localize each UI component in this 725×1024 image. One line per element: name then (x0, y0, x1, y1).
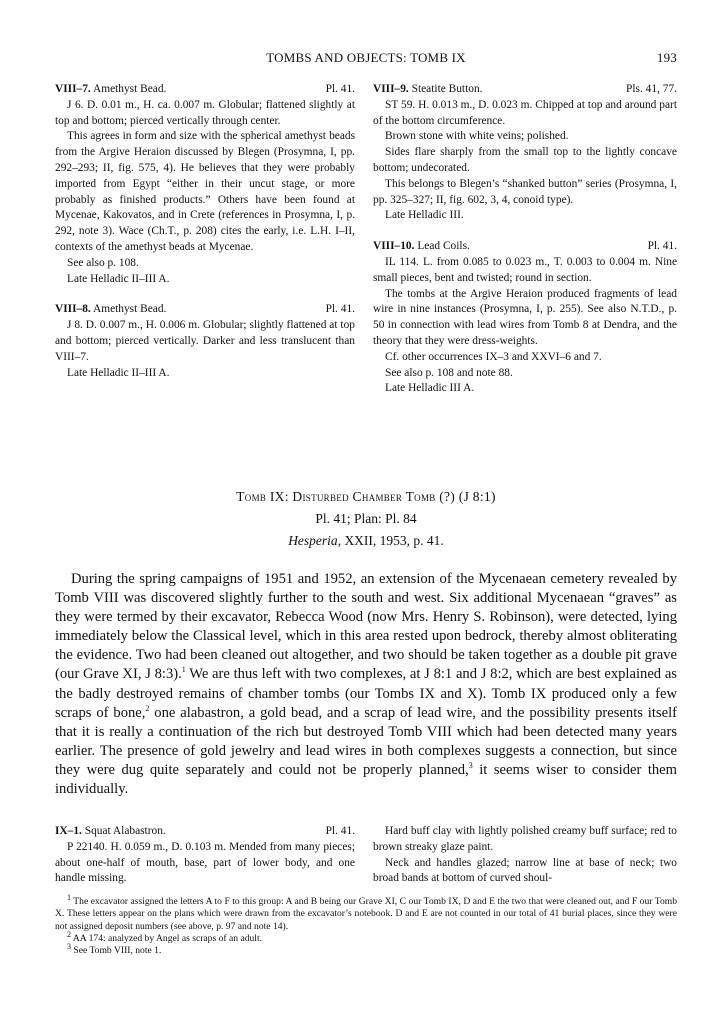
entry-name: Amethyst Bead. (92, 83, 167, 95)
entry-name: Steatite Button. (411, 83, 483, 95)
entry-name: Squat Alabastron. (84, 825, 166, 837)
entry-paragraph: Neck and handles glazed; narrow line at base of neck; two broad bands at bottom of curved shoul- (373, 856, 677, 885)
footnote-text: See Tomb VIII, note 1. (71, 945, 162, 957)
entry-plate: Pls. 41, 77. (626, 83, 677, 95)
running-title: TOMBS AND OBJECTS: TOMB IX (266, 50, 466, 65)
entry-paragraph: J 6. D. 0.01 m., H. ca. 0.007 m. Globular; flattened slightly at top and bottom; pierced vertically through center. (55, 98, 355, 127)
body-text: During the spring campaigns of 1951 and 1952, an extension of the Mycenaean cemetery revealed by Tomb VIII was discovered slightly further to the south and west. Six additional Mycenaean “graves” as they were termed by their excavator, Rebecca Wood (now Mrs. Henry S. Robinson), were detected, lying immediately below the Classical level, which in this area rested upon bedrock, thereby almost obliterating the evidence. Two had been cleaned out altogether, and two should be taken together as a double pit grave (our Grave XI, J 8:3). (55, 571, 677, 683)
footnote-3 (55, 942, 677, 957)
right-column (373, 82, 677, 412)
footnote-1 (55, 892, 677, 933)
entry-ix-1-left (55, 824, 355, 887)
entry-paragraph: ST 59. H. 0.013 m., D. 0.023 m. Chipped at top and around part of the bottom circumference. (373, 98, 677, 127)
entry-viii-8 (55, 302, 355, 381)
section-heading-block (55, 486, 677, 552)
entry-heading (373, 82, 677, 98)
entry-viii-9 (373, 82, 677, 224)
footnote-text: AA 174: analyzed by Angel as scraps of an adult. (71, 932, 263, 944)
entry-heading (55, 302, 355, 318)
body-text: one alabastron, a gold bead, and a scrap of lead wire, and the possibility presents itself that it is really a continuation of the rich but destroyed Tomb VIII which had been detected many years earlier. The presence of gold jewelry and lead wires in both complexes suggests a connection, but since they were dug quite separately and could not be properly planned, (55, 704, 677, 778)
entry-dating: Late Helladic III A. (385, 382, 475, 395)
footnotes (55, 892, 677, 957)
entry-paragraph: This agrees in form and size with the spherical amethyst beads from the Argive Heraion discussed by Blegen (Prosymna, I, pp. 292–293; II, fig. 575, 4). He believes that they were probably imported from Egypt “either in their uncut stage, or more probably as finished products.” Others have been found at Mycenae, Kakovatos, and in Crete (references in Prosymna, I, p. 292, note 3). Wace (Ch.T., p. 208) cites the early, i.e. L.H. I–II, contexts of the amethyst beads at Mycenae. (55, 130, 355, 253)
page-number: 193 (656, 50, 677, 65)
footnote-text: The excavator assigned the letters A to F to this group: A and B being our Grave XI, C our Tomb IX, D and E the two that were cleaned out, and F our Tomb X. These letters appear on the plans which were drawn from the excavator’s notebook. D and E are not counted in our total of 41 burial places, since they were not assigned deposit numbers (see above, p. 97 and note 14). (55, 896, 677, 932)
footnote-number: 2 (67, 929, 71, 939)
entry-id: VIII–9. (373, 83, 409, 95)
entry-viii-7 (55, 82, 355, 287)
entry-paragraph: The tombs at the Argive Heraion produced fragments of lead wire in nine instances (Prosymna, I, p. 255). See also N.T.D., p. 50 in connection with lead wires from Tomb 8 at Dendra, and the theory that they were dress-weights. (373, 287, 677, 347)
entry-heading (55, 82, 355, 98)
entry-paragraph: See also p. 108. (67, 256, 139, 269)
entry-plate: Pl. 41. (325, 83, 355, 95)
body-text: We are thus left with two complexes, at J 8:1 and J 8:2, which are best explained as the badly destroyed remains of chamber tombs (our Tombs IX and X). Tomb IX produced only a few scraps of bone, (55, 666, 677, 721)
entry-paragraph: IL 114. L. from 0.085 to 0.023 m., T. 0.003 to 0.004 m. Nine small pieces, bent and twisted; round in section. (373, 255, 677, 284)
entry-dating: Late Helladic III. (385, 209, 464, 222)
entry-id: VIII–10. (373, 240, 415, 253)
entry-heading (373, 239, 677, 255)
entry-paragraph: J 8. D. 0.007 m., H. 0.006 m. Globular; slightly flattened at top and bottom; pierced vertically. Darker and less translucent than VIII–7. (55, 319, 355, 363)
entry-name: Lead Coils. (417, 240, 470, 253)
entry-id: VIII–8. (55, 303, 91, 316)
entry-paragraph: Cf. other occurrences IX–3 and XXVI–6 and 7. (385, 350, 602, 363)
footnote-marker: 1 (181, 665, 186, 675)
entry-dating: Late Helladic II–III A. (67, 366, 170, 379)
section-heading: Tomb IX: Disturbed Chamber Tomb (?) (J 8:1) (236, 489, 496, 504)
entry-paragraph: Brown stone with white veins; polished. (385, 130, 569, 143)
entry-id: VIII–7. (55, 83, 91, 95)
section-plates: Pl. 41; Plan: Pl. 84 (315, 511, 417, 526)
body-paragraph (55, 570, 677, 799)
entry-dating: Late Helladic II–III A. (67, 272, 170, 285)
entry-paragraph: Sides flare sharply from the small top to the lightly concave bottom; undecorated. (373, 146, 677, 174)
entry-viii-10 (373, 239, 677, 397)
entry-plate: Pl. 41. (325, 303, 355, 316)
section-reference (55, 530, 677, 552)
entry-ix-1-right (373, 824, 677, 887)
body-text: it seems wiser to consider them individually. (55, 761, 678, 798)
footnote-number: 3 (67, 942, 71, 951)
footnote-number: 1 (67, 892, 71, 902)
footnote-2 (55, 929, 677, 945)
entry-name: Amethyst Bead. (92, 303, 167, 316)
footnote-marker: 2 (145, 703, 150, 713)
entry-plate: Pl. 41. (325, 825, 355, 837)
left-column (55, 82, 355, 396)
entry-heading (55, 824, 355, 840)
entry-paragraph: Hard buff clay with lightly polished creamy buff surface; red to brown streaky glaze paint. (373, 825, 677, 853)
footnote-marker: 3 (468, 761, 473, 771)
reference-journal: Hesperia (288, 533, 338, 548)
entry-id: IX–1. (55, 825, 82, 837)
reference-details: , XXII, 1953, p. 41. (337, 533, 444, 548)
entry-plate: Pl. 41. (647, 240, 677, 253)
entry-paragraph: This belongs to Blegen’s “shanked button” series (Prosymna, I, pp. 325–327; II, fig. 602, 3, 4, conoid type). (373, 177, 677, 206)
entry-paragraph: See also p. 108 and note 88. (385, 366, 513, 379)
entry-paragraph: P 22140. H. 0.059 m., D. 0.103 m. Mended from many pieces; about one-half of mouth, base, part of lower body, and one handle missing. (55, 840, 355, 885)
